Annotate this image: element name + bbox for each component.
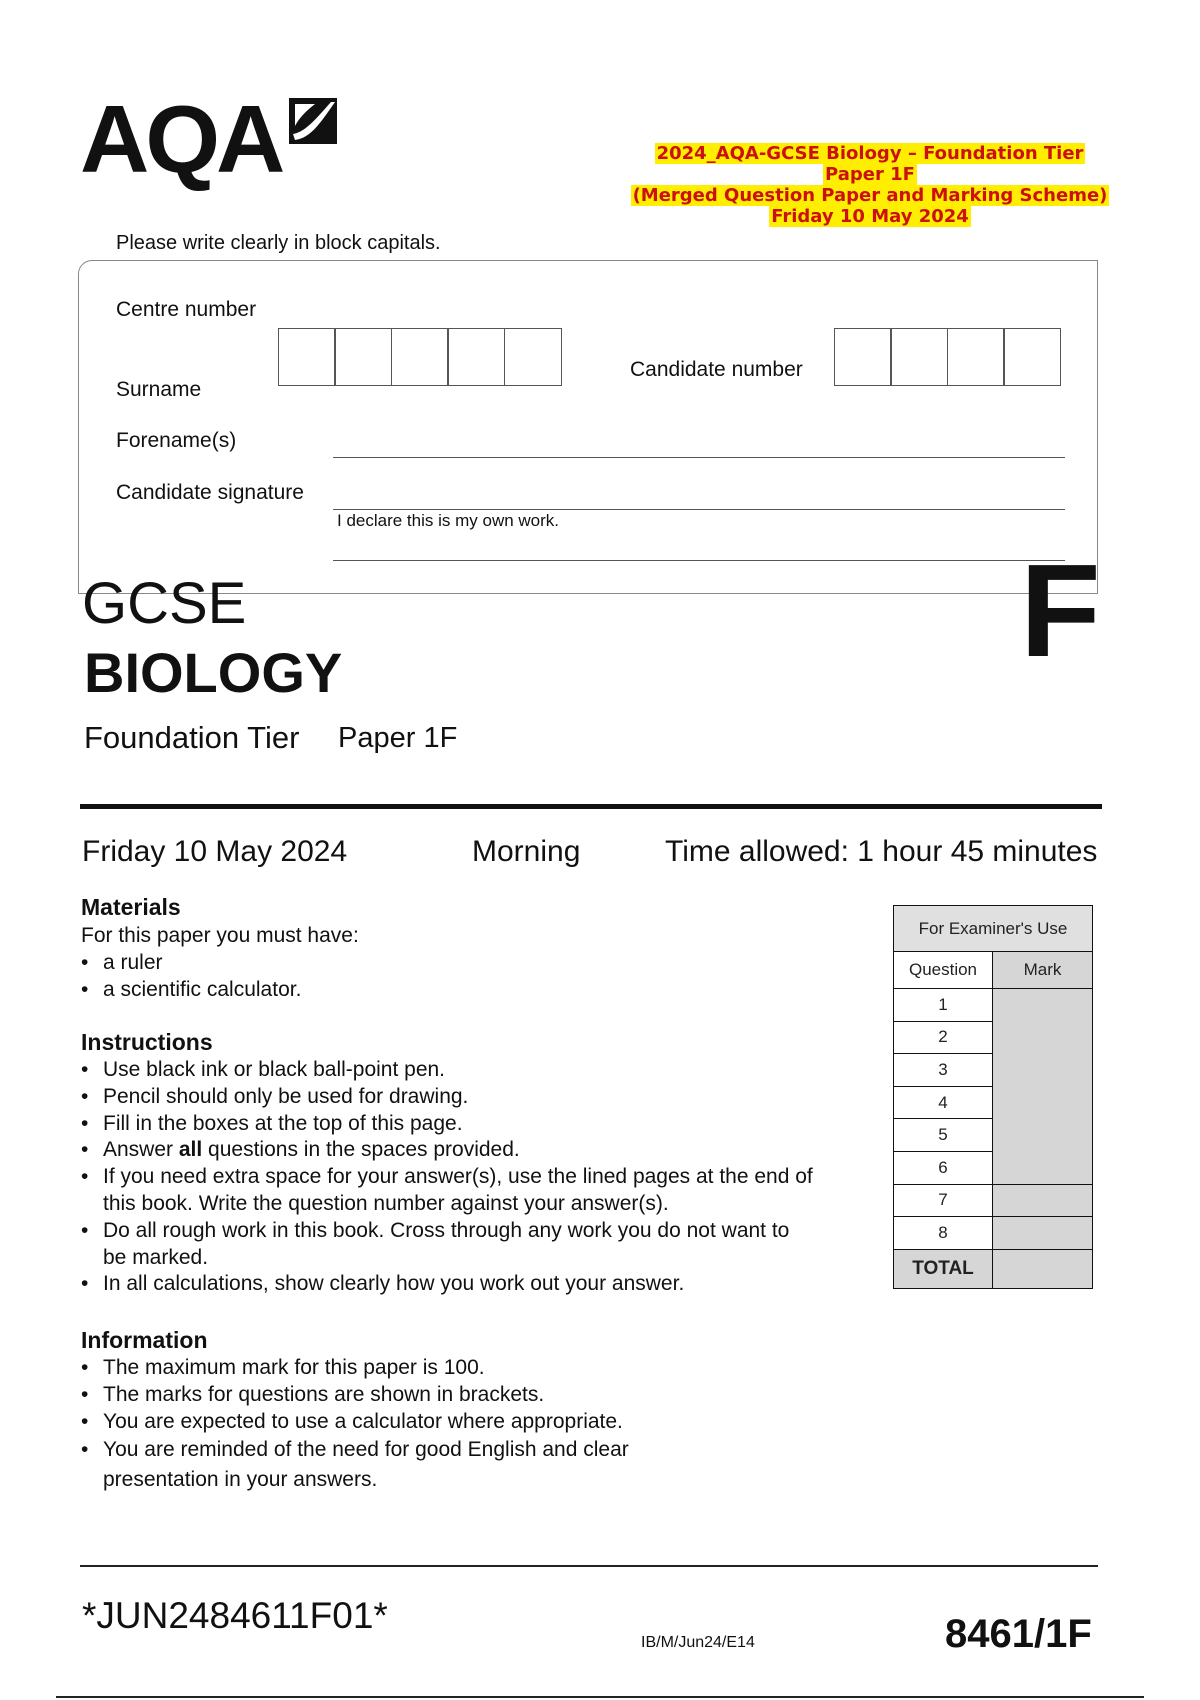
information-heading: Information: [81, 1327, 208, 1353]
centre-number-digit-box[interactable]: [504, 328, 562, 386]
tier-letter: F: [1020, 537, 1101, 684]
centre-number-boxes[interactable]: [279, 328, 562, 386]
footer-rule: [80, 1565, 1098, 1567]
list-item: • a scientific calculator.: [81, 977, 841, 1004]
qualification-title: GCSE: [82, 571, 247, 636]
page-bottom-rule: [56, 1696, 1144, 1698]
header-note-line-1: 2024_AQA-GCSE Biology – Foundation Tier: [656, 143, 1084, 164]
list-item: • In all calculations, show clearly how you work out your answer.: [81, 1271, 861, 1298]
tier-label: Foundation Tier: [84, 720, 300, 755]
list-item: • The marks for questions are shown in brackets.: [81, 1382, 761, 1409]
centre-number-digit-box[interactable]: [334, 328, 392, 386]
question-number: 1: [894, 989, 993, 1022]
list-item: • Pencil should only be used for drawing.: [81, 1084, 861, 1111]
instructions-list: [81, 1057, 861, 1298]
header-note-line-2: Paper 1F: [825, 164, 915, 185]
examiner-use-table: [893, 905, 1093, 1289]
total-mark-cell: [993, 1249, 1093, 1288]
question-number: 8: [894, 1217, 993, 1250]
logo-text: AQA: [80, 86, 282, 193]
list-item: • Fill in the boxes at the top of this page.: [81, 1111, 861, 1138]
materials-heading: Materials: [81, 894, 181, 920]
list-item: [81, 1137, 861, 1164]
question-number: 5: [894, 1119, 993, 1152]
mark-cell: [993, 1217, 1093, 1250]
signature-label: Candidate signature: [116, 481, 304, 504]
list-item: • You are expected to use a calculator where appropriate.: [81, 1409, 761, 1436]
list-item: • Use black ink or black ball-point pen.: [81, 1057, 861, 1084]
block-capitals-instruction: Please write clearly in block capitals.: [116, 232, 441, 254]
time-allowed: Time allowed: 1 hour 45 minutes: [665, 835, 1098, 868]
exam-date: Friday 10 May 2024: [82, 835, 348, 868]
list-item: • You are reminded of the need for good English and clear presentation in your answers.: [81, 1435, 683, 1495]
centre-number-digit-box[interactable]: [278, 328, 336, 386]
aqa-logo: [80, 86, 350, 193]
examiner-table-title: For Examiner's Use: [894, 906, 1093, 952]
answer-all-bold: all: [178, 1138, 203, 1162]
materials-intro: For this paper you must have:: [81, 924, 359, 947]
centre-number-digit-box[interactable]: [391, 328, 449, 386]
surname-field[interactable]: [333, 560, 1065, 561]
reference-code: IB/M/Jun24/E14: [641, 1634, 755, 1651]
forenames-label: Forename(s): [116, 429, 237, 452]
question-number: 2: [894, 1021, 993, 1054]
materials-list: [81, 950, 841, 1004]
question-number: 7: [894, 1184, 993, 1217]
header-note-line-3: (Merged Question Paper and Marking Scheme): [632, 185, 1108, 206]
header-note-line-4: Friday 10 May 2024: [771, 206, 969, 227]
centre-number-label: Centre number: [116, 298, 257, 321]
total-label: TOTAL: [894, 1249, 993, 1288]
divider-rule: [80, 804, 1102, 809]
paper-code: 8461/1F: [945, 1612, 1092, 1656]
candidate-number-digit-box[interactable]: [947, 328, 1005, 386]
answer-all-pre: Answer: [103, 1138, 179, 1162]
aqa-logo-mark-icon: [285, 94, 341, 148]
paper-label: Paper 1F: [338, 722, 458, 754]
subject-title: BIOLOGY: [84, 641, 343, 704]
exam-session: Morning: [472, 835, 581, 868]
instructions-heading: Instructions: [81, 1029, 213, 1055]
barcode-text: *JUN2484611F01*: [82, 1595, 388, 1636]
signature-field[interactable]: [333, 509, 1065, 510]
candidate-number-boxes[interactable]: [835, 328, 1061, 386]
information-list: [81, 1355, 761, 1495]
list-item: • a ruler: [81, 950, 841, 977]
candidate-number-label: Candidate number: [630, 358, 803, 381]
mark-column-header: Mark: [993, 952, 1093, 989]
candidate-number-digit-box[interactable]: [834, 328, 892, 386]
merged-paper-note: [600, 143, 1140, 227]
forenames-field[interactable]: [333, 457, 1065, 458]
answer-all-post: questions in the spaces provided.: [202, 1138, 520, 1162]
mark-cell: [993, 1184, 1093, 1217]
candidate-number-digit-box[interactable]: [890, 328, 948, 386]
declaration-text: I declare this is my own work.: [337, 511, 560, 530]
centre-number-digit-box[interactable]: [447, 328, 505, 386]
question-column-header: Question: [894, 952, 993, 989]
list-item: • The maximum mark for this paper is 100.: [81, 1355, 761, 1382]
question-number: 3: [894, 1054, 993, 1087]
question-number: 6: [894, 1151, 993, 1184]
question-number: 4: [894, 1086, 993, 1119]
list-item: • Do all rough work in this book. Cross through any work you do not want to be marked.: [81, 1218, 803, 1272]
surname-label: Surname: [116, 378, 202, 401]
mark-cell: [993, 989, 1093, 1185]
candidate-number-digit-box[interactable]: [1003, 328, 1061, 386]
list-item: • If you need extra space for your answer(s), use the lined pages at the end of this book. Write the question number against your answer(s).: [81, 1164, 833, 1218]
